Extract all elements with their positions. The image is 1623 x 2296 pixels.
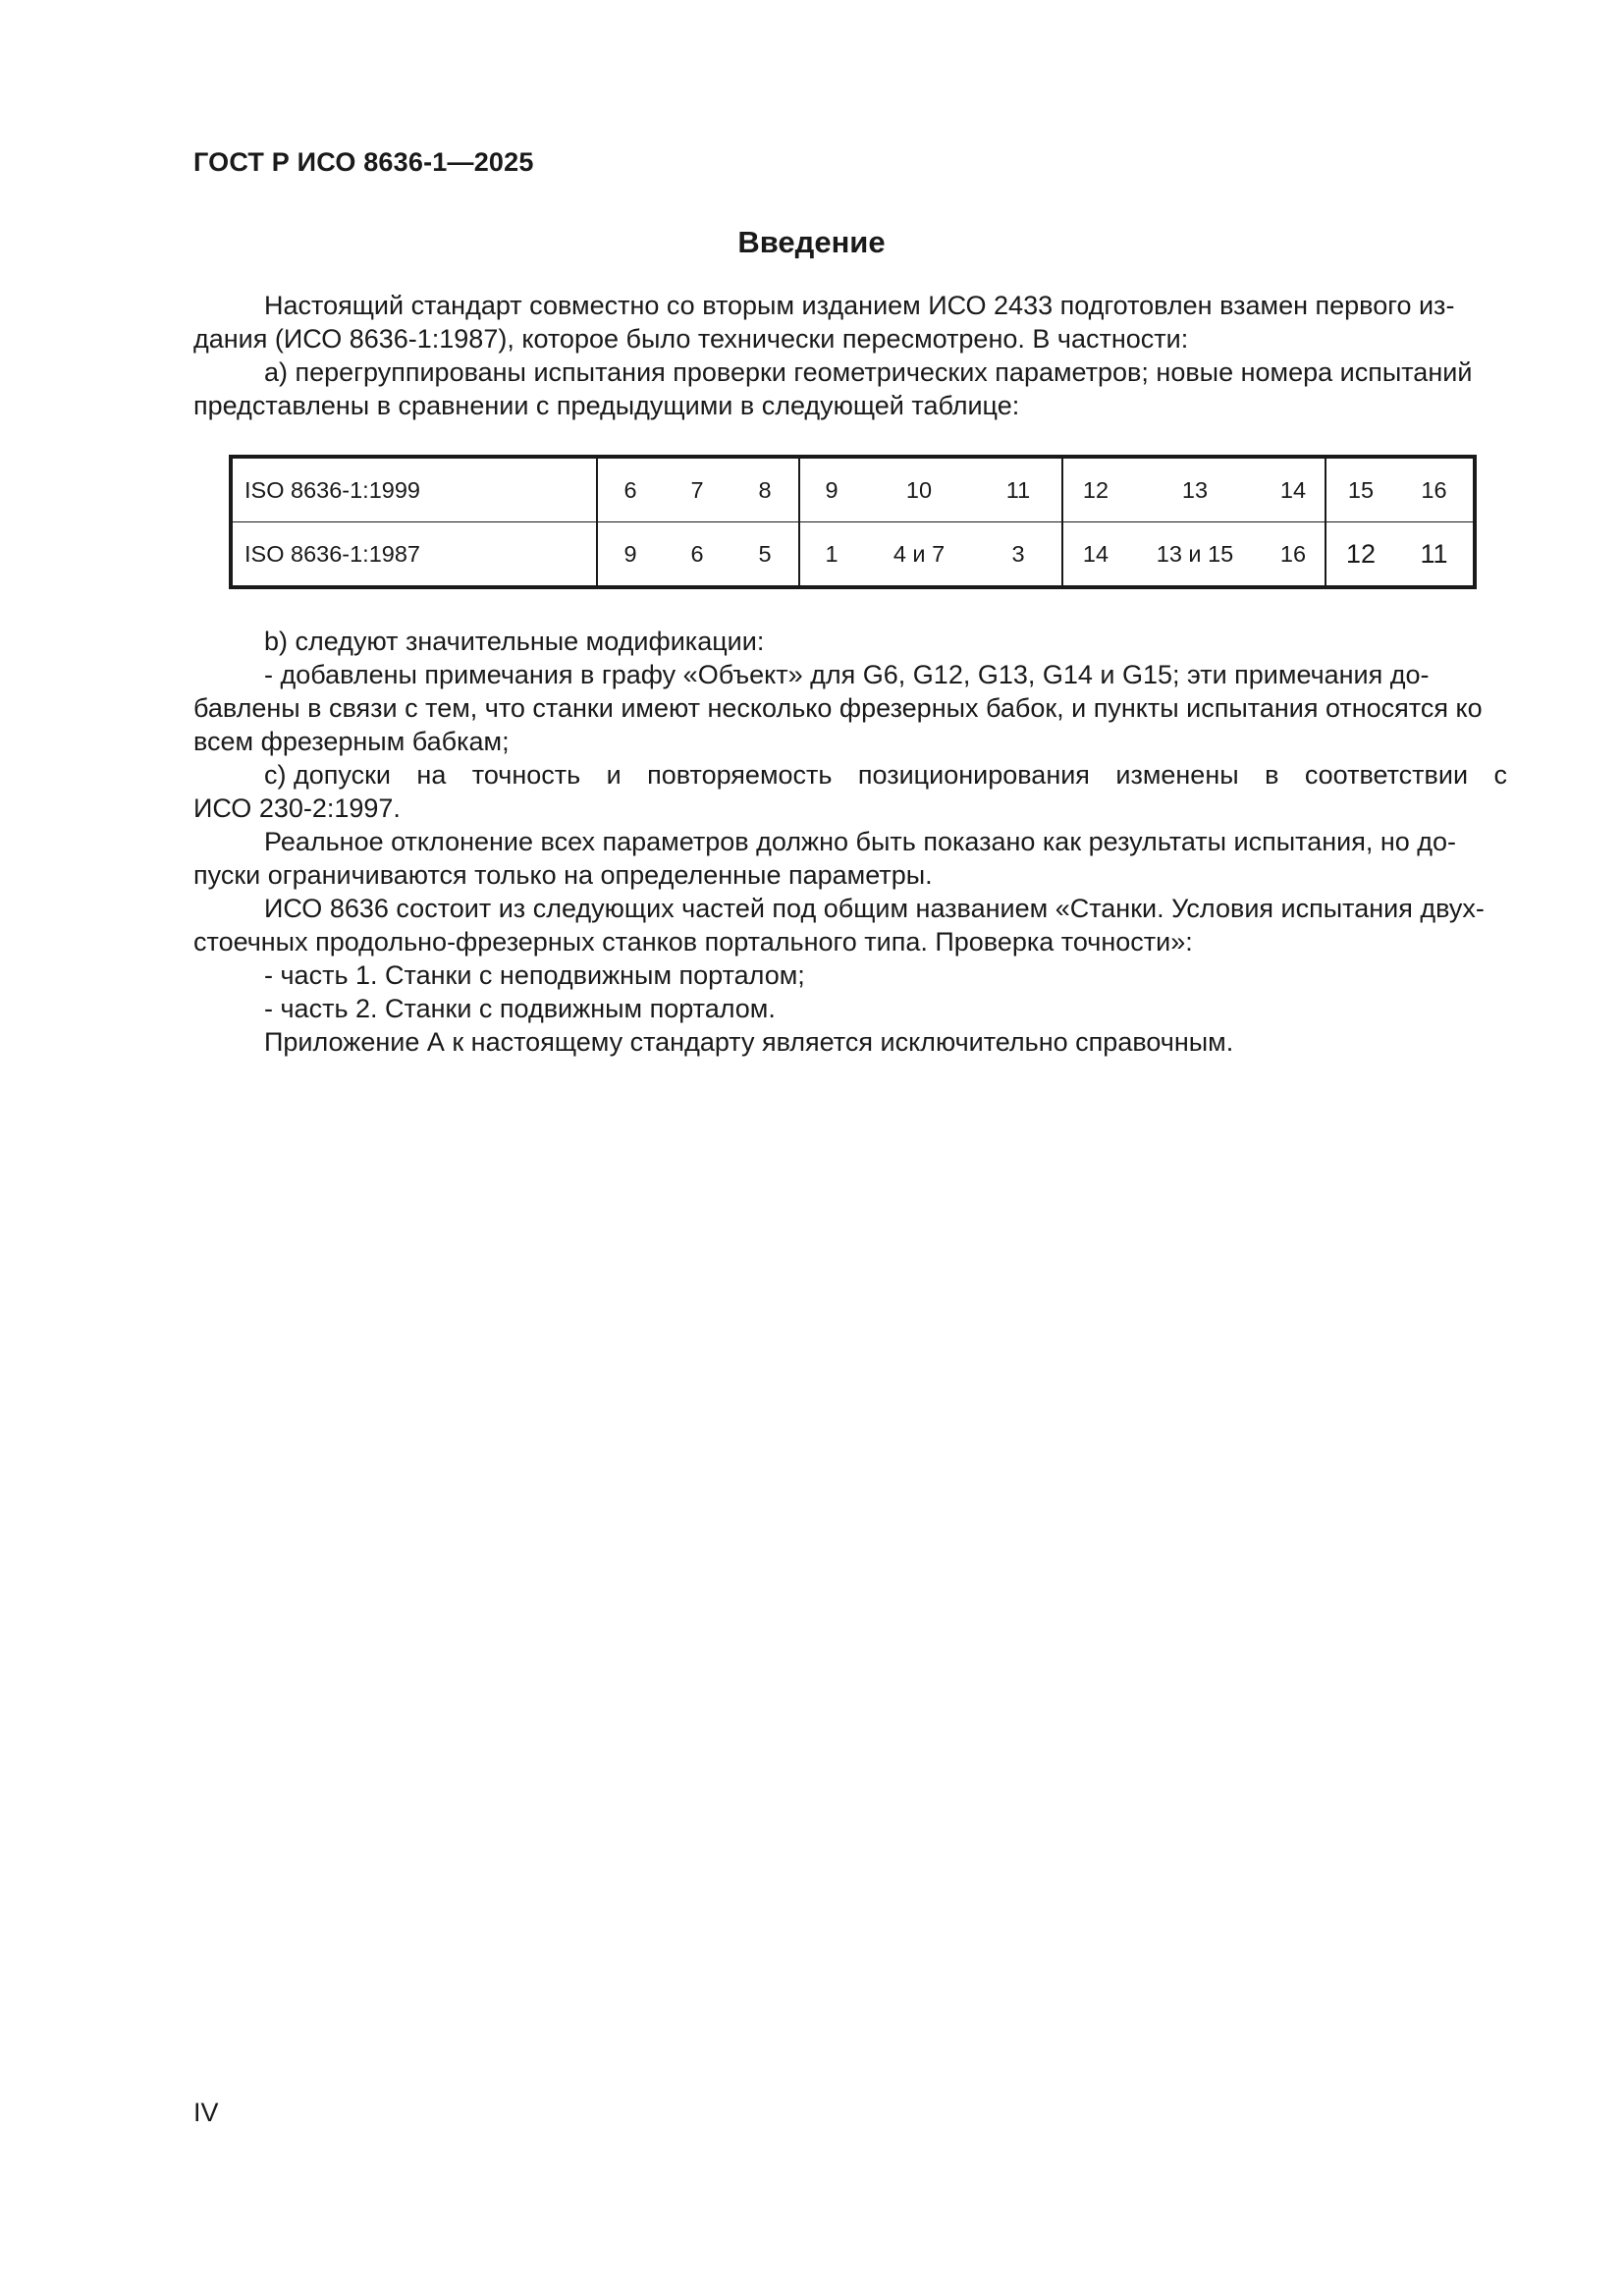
table-cell: 8	[731, 457, 799, 522]
item-c-word: c) допуски	[264, 760, 391, 790]
table-cell: 1	[799, 522, 863, 588]
item-c-word: изменены	[1115, 760, 1239, 790]
item-b-line: b) следуют значительные модификации:	[264, 627, 765, 656]
table-cell: 13 и 15	[1128, 522, 1262, 588]
item-c-word: и	[606, 760, 622, 790]
table-cell: 13	[1128, 457, 1262, 522]
page-number: IV	[193, 2098, 219, 2127]
part-2-item: - часть 2. Станки с подвижным порталом.	[264, 994, 776, 1023]
annex-note: Приложение А к настоящему стандарту является исключительно справочным.	[264, 1027, 1234, 1057]
table-cell: 15	[1325, 457, 1395, 522]
table-cell: 3	[975, 522, 1062, 588]
table-cell: 7	[663, 457, 731, 522]
item-c-word: с	[1493, 760, 1507, 790]
table-cell: 9	[597, 522, 663, 588]
item-c-word: соответствии	[1304, 760, 1469, 790]
item-c-word: точность	[471, 760, 581, 790]
part-1-item: - часть 1. Станки с неподвижным порталом;	[264, 960, 805, 990]
table-cell: 6	[663, 522, 731, 588]
table-row	[231, 457, 1475, 522]
item-b-dash-line-2: бавлены в связи с тем, что станки имеют несколько фрезерных бабок, и пункты испытания относятся ко	[193, 693, 1483, 723]
item-c-word: повторяемость	[647, 760, 833, 790]
item-c-word: позиционирования	[857, 760, 1090, 790]
document-header: ГОСТ Р ИСО 8636-1—2025	[193, 147, 534, 177]
table-cell: 16	[1262, 522, 1325, 588]
table-row	[231, 522, 1475, 588]
test-number-comparison-table	[229, 455, 1477, 589]
table-cell: 14	[1262, 457, 1325, 522]
table-cell: 5	[731, 522, 799, 588]
item-a-line-2: представлены в сравнении с предыдущими в следующей таблице:	[193, 391, 1020, 420]
section-title: Введение	[737, 225, 886, 259]
item-b-dash-line-1: - добавлены примечания в графу «Объект» для G6, G12, G13, G14 и G15; эти примечания до-	[264, 660, 1430, 689]
item-c-line-2: ИСО 230-2:1997.	[193, 793, 401, 823]
item-c-word: на	[416, 760, 447, 790]
table-cell: 14	[1062, 522, 1128, 588]
table-cell: 12	[1062, 457, 1128, 522]
table-cell: 12	[1325, 522, 1395, 588]
table-cell: 6	[597, 457, 663, 522]
deviation-line-1: Реальное отклонение всех параметров должно быть показано как результаты испытания, но до-	[264, 827, 1457, 856]
table-cell: 11	[975, 457, 1062, 522]
row-label: ISO 8636-1:1987	[231, 522, 597, 588]
row-label: ISO 8636-1:1999	[231, 457, 597, 522]
table-cell: 4 и 7	[863, 522, 975, 588]
item-a-line-1: а) перегруппированы испытания проверки геометрических параметров; новые номера испытаний	[264, 357, 1473, 387]
deviation-line-2: пуски ограничиваются только на определенные параметры.	[193, 860, 933, 890]
table-cell: 9	[799, 457, 863, 522]
parts-intro-line-1: ИСО 8636 состоит из следующих частей под общим названием «Станки. Условия испытания двух-	[264, 894, 1485, 923]
intro-line-2: дания (ИСО 8636-1:1987), которое было технически пересмотрено. В частности:	[193, 324, 1189, 354]
intro-line-1: Настоящий стандарт совместно со вторым изданием ИСО 2433 подготовлен взамен первого из-	[264, 291, 1455, 320]
parts-intro-line-2: стоечных продольно-фрезерных станков портального типа. Проверка точности»:	[193, 927, 1193, 957]
item-c-word: в	[1265, 760, 1279, 790]
table-cell: 10	[863, 457, 975, 522]
item-b-dash-line-3: всем фрезерным бабкам;	[193, 727, 510, 756]
table-cell: 11	[1395, 522, 1475, 588]
item-c-line-1	[264, 758, 1507, 792]
table-cell: 16	[1395, 457, 1475, 522]
